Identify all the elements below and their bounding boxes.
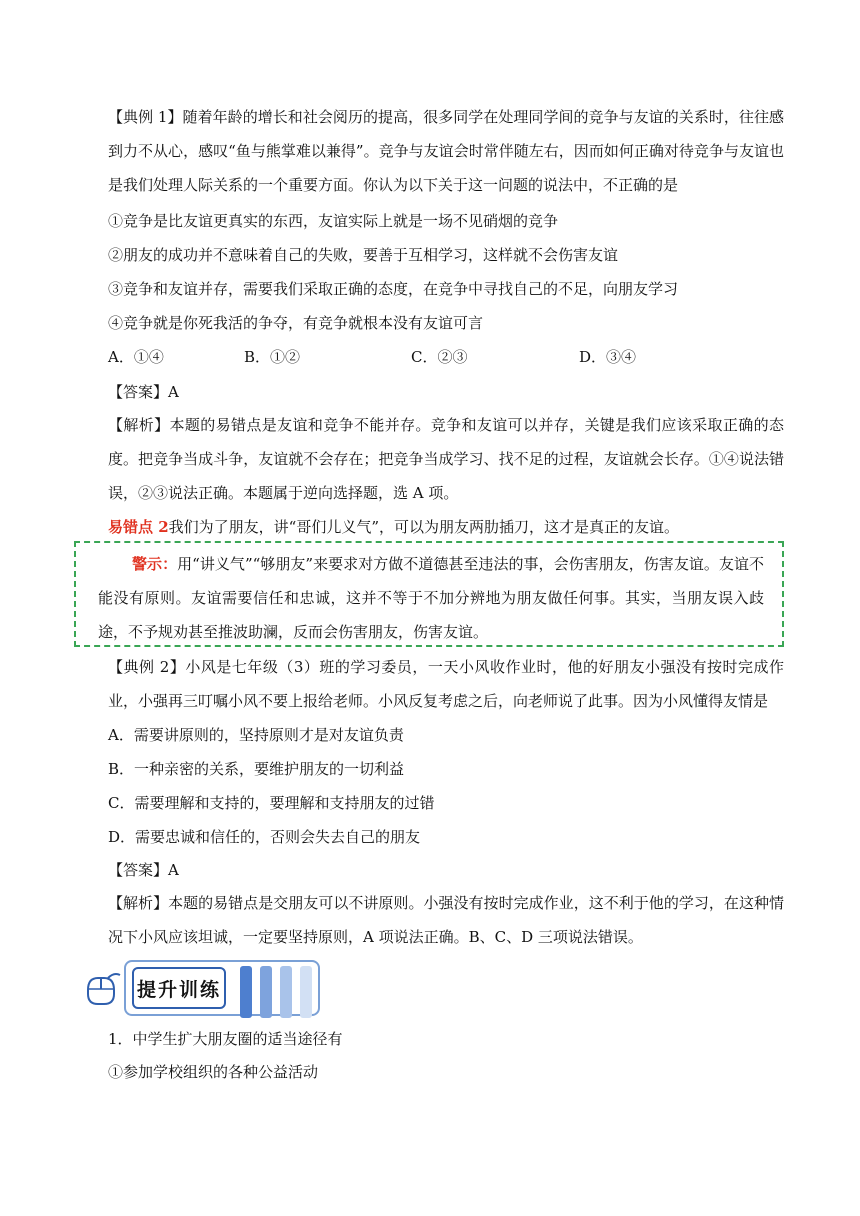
- example2-option-c: C．需要理解和支持的，要理解和支持朋友的过错: [108, 794, 435, 812]
- example1-statement-4: ④竞争就是你死我活的争夺，有竞争就根本没有友谊可言: [108, 314, 484, 332]
- example1-statement-2: ②朋友的成功并不意味着自己的失败，要善于互相学习，这样就不会伤害友谊: [108, 246, 619, 264]
- error-point-text: 我们为了朋友，讲“哥们儿义气”，可以为朋友两肋插刀，这才是真正的友谊。: [168, 518, 680, 536]
- example1-stem: [108, 100, 784, 202]
- section-title-box: [124, 960, 320, 1016]
- banner-bar-4: [300, 966, 312, 1018]
- example2-option-b: B．一种亲密的关系，要维护朋友的一切利益: [108, 760, 405, 778]
- example2-stem: [108, 650, 784, 718]
- example2-analysis: 【解析】本题的易错点是交朋友可以不讲原则。小强没有按时完成作业，这不利于他的学习，在这种情况下小风应该坦诚，一定要坚持原则，A 项说法正确。B、C、D 三项说法错误。: [108, 894, 784, 946]
- mouse-icon: [84, 972, 122, 1006]
- warning-text: 用“讲义气”“够朋友”来要求对方做不道德甚至违法的事，会伤害朋友，伤害友谊。友谊不能没有原则。友谊需要信任和忠诚，这并不等于不加分辨地为朋友做任何事。其实，当朋友误入歧途，不予规劝甚至推波助澜，反而会伤害朋友，伤害友谊。: [98, 555, 764, 641]
- example2-option-d: D．需要忠诚和信任的，否则会失去自己的朋友: [108, 828, 421, 846]
- banner-bar-1: [240, 966, 252, 1018]
- section-banner: [84, 958, 324, 1018]
- warning-label: 警示：: [132, 555, 178, 573]
- section-title: 提升训练: [132, 967, 226, 1009]
- warning-box: [74, 541, 784, 647]
- example1-option-a: A．①④: [108, 348, 164, 366]
- example1-option-c: C．②③: [411, 348, 468, 366]
- example1-statement-1: ①竞争是比友谊更真实的东西，友谊实际上就是一场不见硝烟的竞争: [108, 212, 559, 230]
- example1-analysis: 【解析】本题的易错点是友谊和竞争不能并存。竞争和友谊可以并存，关键是我们应该采取正确的态度。把竞争当成斗争，友谊就不会存在；把竞争当成学习、找不足的过程，友谊就会长存。①④说法错误，②③说法正确。本题属于逆向选择题，选 A 项。: [108, 416, 784, 502]
- error-point-label: 易错点 2: [108, 518, 169, 536]
- example2-stem-text: 小风是七年级（3）班的学习委员，一天小风收作业时，他的好朋友小强没有按时完成作业，小强再三叮嘱小风不要上报给老师。小风反复考虑之后，向老师说了此事。因为小风懂得友情是: [108, 658, 784, 710]
- banner-bar-2: [260, 966, 272, 1018]
- example1-statement-3: ③竞争和友谊并存，需要我们采取正确的态度，在竞争中寻找自己的不足，向朋友学习: [108, 280, 679, 298]
- example1-answer: 【答案】A: [108, 383, 179, 401]
- example2-answer: 【答案】A: [108, 861, 179, 879]
- example1-option-b: B．①②: [244, 348, 301, 366]
- banner-bar-3: [280, 966, 292, 1018]
- example1-option-d: D．③④: [579, 348, 637, 366]
- example2-tag: 【典例 2】: [108, 658, 186, 676]
- practice-question-1-item-1: ①参加学校组织的各种公益活动: [108, 1063, 319, 1081]
- practice-question-1: 1．中学生扩大朋友圈的适当途径有: [108, 1030, 343, 1048]
- example1-stem-text: 随着年龄的增长和社会阅历的提高，很多同学在处理同学间的竞争与友谊的关系时，往往感到力不从心，感叹“鱼与熊掌难以兼得”。竞争与友谊会时常伴随左右，因而如何正确对待竞争与友谊也是我们处理人际关系的一个重要方面。你认为以下关于这一问题的说法中，不正确的是: [108, 108, 785, 194]
- example1-tag: 【典例 1】: [108, 108, 183, 126]
- example2-option-a: A．需要讲原则的，坚持原则才是对友谊负责: [108, 726, 404, 744]
- warning-content: [98, 547, 764, 649]
- error-point-2: [108, 510, 679, 544]
